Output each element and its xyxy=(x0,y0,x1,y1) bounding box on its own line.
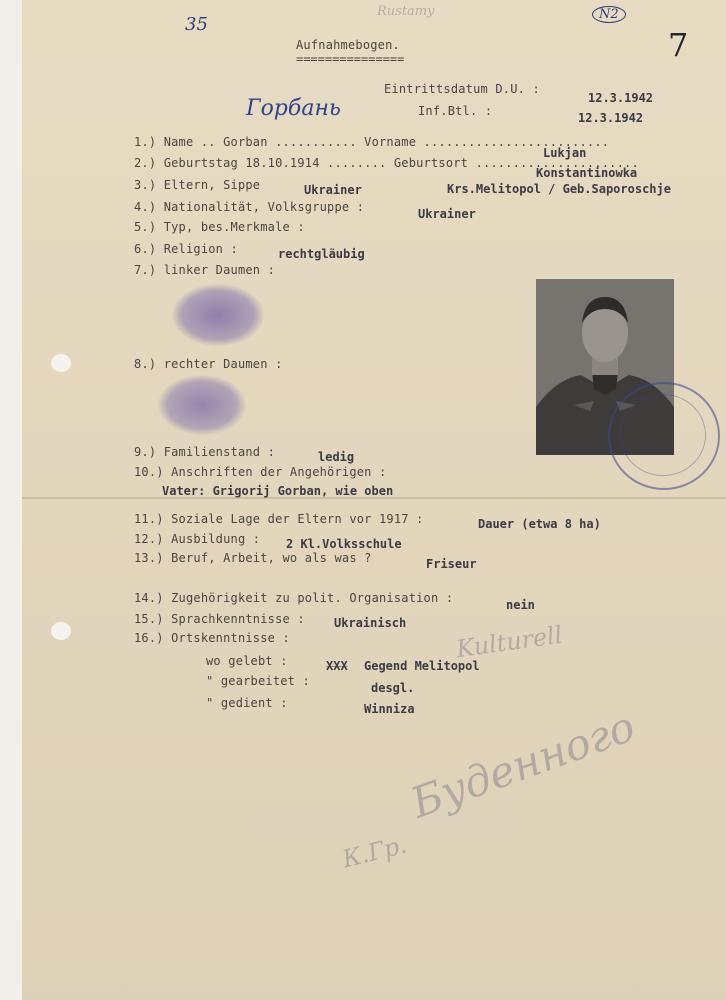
value-beruf: Friseur xyxy=(426,557,477,571)
struck-text: XXX xyxy=(326,659,348,673)
item-4-nationality: 4.) Nationalität, Volksgruppe : xyxy=(134,200,365,214)
handwritten-number-35: 35 xyxy=(185,14,208,35)
form-title: Aufnahmebogen. xyxy=(296,38,400,52)
item-14-organization: 14.) Zugehörigkeit zu polit. Organisation : xyxy=(134,591,454,605)
pencil-note-bottom: Буденного xyxy=(404,701,642,828)
value-organisation: nein xyxy=(506,598,535,612)
value-nationalitaet: Ukrainer xyxy=(418,207,476,221)
document-page xyxy=(22,0,726,1000)
item-6-religion: 6.) Religion : xyxy=(134,242,238,256)
value-gelebt: Gegend Melitopol xyxy=(364,659,480,673)
pencil-note-top: Rustamy xyxy=(377,4,435,19)
value-sprachen: Ukrainisch xyxy=(334,616,407,630)
label-worked: " gearbeitet : xyxy=(206,674,310,688)
punch-hole xyxy=(51,622,71,640)
entry-date-label: Eintrittsdatum D.U. : xyxy=(384,82,540,96)
item-12-education: 12.) Ausbildung : xyxy=(134,532,261,546)
item-2-birthday: 2.) Geburtstag 18.10.1914 ........ Geburtsort ...................... xyxy=(134,156,639,170)
value-geburtsort: Konstantinowka xyxy=(536,166,638,180)
item-16-local-knowledge: 16.) Ortskenntnisse : xyxy=(134,631,290,645)
pencil-note-right: Kulturell xyxy=(454,620,565,664)
handwritten-cyrillic-name: Горбань xyxy=(246,96,341,121)
value-ausbildung: 2 Kl.Volksschule xyxy=(286,537,402,551)
value-kreis: Krs.Melitopol / Geb.Saporoschje xyxy=(447,182,671,196)
punch-hole xyxy=(51,354,71,372)
label-served: " gedient : xyxy=(206,696,288,710)
official-stamp xyxy=(608,382,720,490)
title-underline: =============== xyxy=(296,52,405,66)
value-gearbeitet: desgl. xyxy=(371,681,415,695)
item-1-name: 1.) Name .. Gorban ........... Vorname ......................... xyxy=(134,135,610,149)
item-8-right-thumb: 8.) rechter Daumen : xyxy=(134,357,283,371)
item-13-profession: 13.) Beruf, Arbeit, wo als was ? xyxy=(134,551,372,565)
pencil-note-bottom-2: К.Гр. xyxy=(339,830,410,874)
value-familienstand: ledig xyxy=(318,450,355,464)
item-11-social: 11.) Soziale Lage der Eltern vor 1917 : xyxy=(134,512,424,526)
left-thumbprint xyxy=(172,284,264,346)
right-thumbprint xyxy=(158,375,246,435)
value-angehoerige: Vater: Grigorij Gorban, wie oben xyxy=(162,484,394,498)
value-religion: rechtgläubig xyxy=(278,247,365,261)
item-9-marital-status: 9.) Familienstand : xyxy=(134,445,276,459)
value-soziale-lage: Dauer (etwa 8 ha) xyxy=(478,517,601,531)
item-3-parents: 3.) Eltern, Sippe xyxy=(134,178,261,192)
value-gedient: Winniza xyxy=(364,702,415,716)
item-10-relatives: 10.) Anschriften der Angehörigen : xyxy=(134,465,387,479)
label-lived: wo gelebt : xyxy=(206,654,288,668)
battalion-date-value: 12.3.1942 xyxy=(578,111,644,125)
item-5-features: 5.) Typ, bes.Merkmale : xyxy=(134,220,305,234)
handwritten-number-7: 7 xyxy=(668,26,689,64)
item-15-languages: 15.) Sprachkenntnisse : xyxy=(134,612,305,626)
item-7-left-thumb: 7.) linker Daumen : xyxy=(134,263,276,277)
value-eltern: Ukrainer xyxy=(304,183,362,197)
handwritten-n2: N2 xyxy=(592,6,626,23)
value-vorname: Lukjan xyxy=(543,146,587,160)
battalion-label: Inf.Btl. : xyxy=(418,104,493,118)
entry-date-value: 12.3.1942 xyxy=(588,91,654,105)
